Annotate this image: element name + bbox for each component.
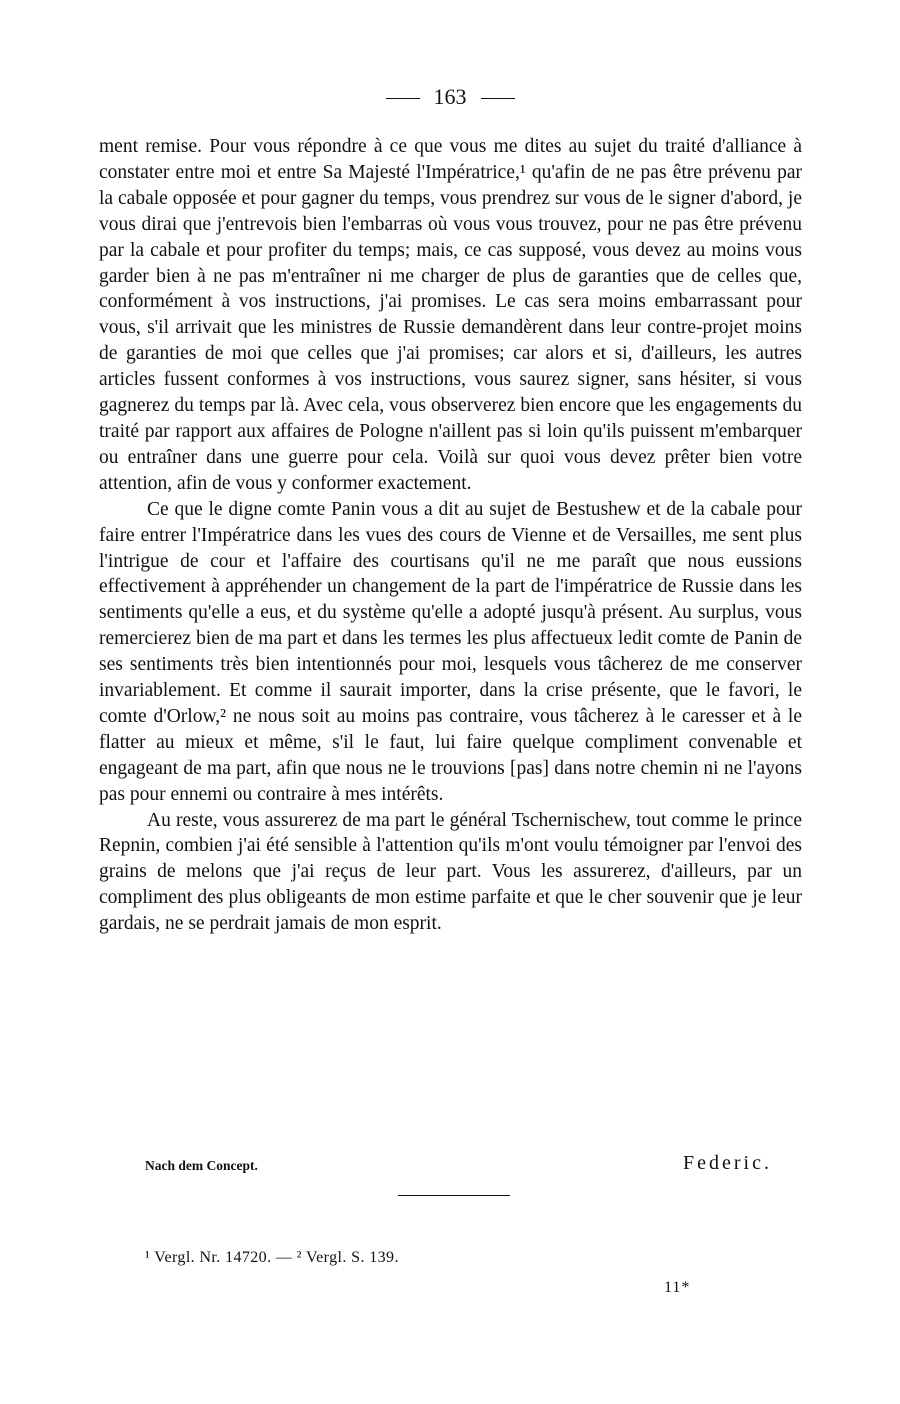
- left-dash: [386, 98, 420, 99]
- letter-closing: [0, 1152, 900, 1182]
- signature: Federic.: [683, 1152, 772, 1174]
- printer-signature-mark: 11*: [664, 1279, 691, 1296]
- footnotes: ¹ Vergl. Nr. 14720. — ² Vergl. S. 139.: [145, 1249, 399, 1266]
- paragraph-3: Au reste, vous assurerez de ma part le général Tschernischew, tout comme le prince Repnin, combien j'ai été sensible à l'attention qu'ils m'ont voulu témoigner par l'envoi des grains de melons que j'ai reçus de leur part. Vous les assurerez, d'ailleurs, par un compliment des plus obligeants de mon estime parfaite et que le cher souvenir que je leur gardais, ne se perdrait jamais de mon esprit.: [99, 809, 802, 935]
- page-number-header: [0, 84, 900, 110]
- right-dash: [481, 98, 515, 99]
- footnote-divider: [398, 1195, 510, 1196]
- source-note: Nach dem Concept.: [145, 1158, 258, 1173]
- paragraph-2: Ce que le digne comte Panin vous a dit au sujet de Bestushew et de la cabale pour faire entrer l'Impératrice dans les vues des cours de Vienne et de Versailles, me sent plus l'intrigue de cour et l'affaire des courtisans qu'il ne me paraît que nous eussions effectivement à appréhender un changement de la part de l'impératrice de Russie dans les sentiments qu'elle a eus, et du système qu'elle a adopté jusqu'à présent. Au surplus, vous remercierez bien de ma part et dans les termes les plus affectueux ledit comte de Panin de ses sentiments très bien intentionnés pour moi, lesquels vous tâcherez de me conserver invariablement. Et comme il saurait importer, dans la crise présente, que le favori, le comte d'Orlow,² ne nous soit au moins pas contraire, vous tâcherez à le caresser et à le flatter au mieux et même, s'il le faut, lui faire quelque compliment convenable et engageant de ma part, afin que nous ne le trouvions [pas] dans notre chemin ni ne l'ayons pas pour ennemi ou contraire à mes intérêts.: [99, 498, 802, 805]
- paragraph-1: ment remise. Pour vous répondre à ce que vous me dites au sujet du traité d'alliance à constater entre moi et entre Sa Majesté l'Impératrice,¹ qu'afin de ne pas être prévenu par la cabale opposée et pour gagner du temps, vous prendrez sur vous de le signer d'abord, je vous dirai que j'entrevois bien l'embarras où vous vous trouvez, pour ne pas être prévenu par la cabale et pour profiter du temps; mais, ce cas supposé, vous devez au moins vous garder bien à ne pas m'entraîner ni me charger de plus de garanties que de celles que, conformément à vos instructions, j'ai promises. Le cas sera moins embarrassant pour vous, s'il arrivait que les ministres de Russie demandèrent dans leur contre-projet moins de garanties de moi que celles que j'ai promises; car alors et si, d'ailleurs, les autres articles fussent conformes à vos instructions, vous saurez signer, sans hésiter, si vous gagnerez du temps par là. Avec cela, vous observerez bien encore que les engagements du traité par rapport aux affaires de Pologne n'aillent pas si loin qu'ils puissent m'embarquer ou entraîner dans une guerre pour cela. Voilà sur quoi vous devez prêter bien votre attention, afin de vous y conformer exactement.: [99, 136, 802, 494]
- page-number: 163: [433, 84, 467, 109]
- letter-body: [99, 134, 802, 937]
